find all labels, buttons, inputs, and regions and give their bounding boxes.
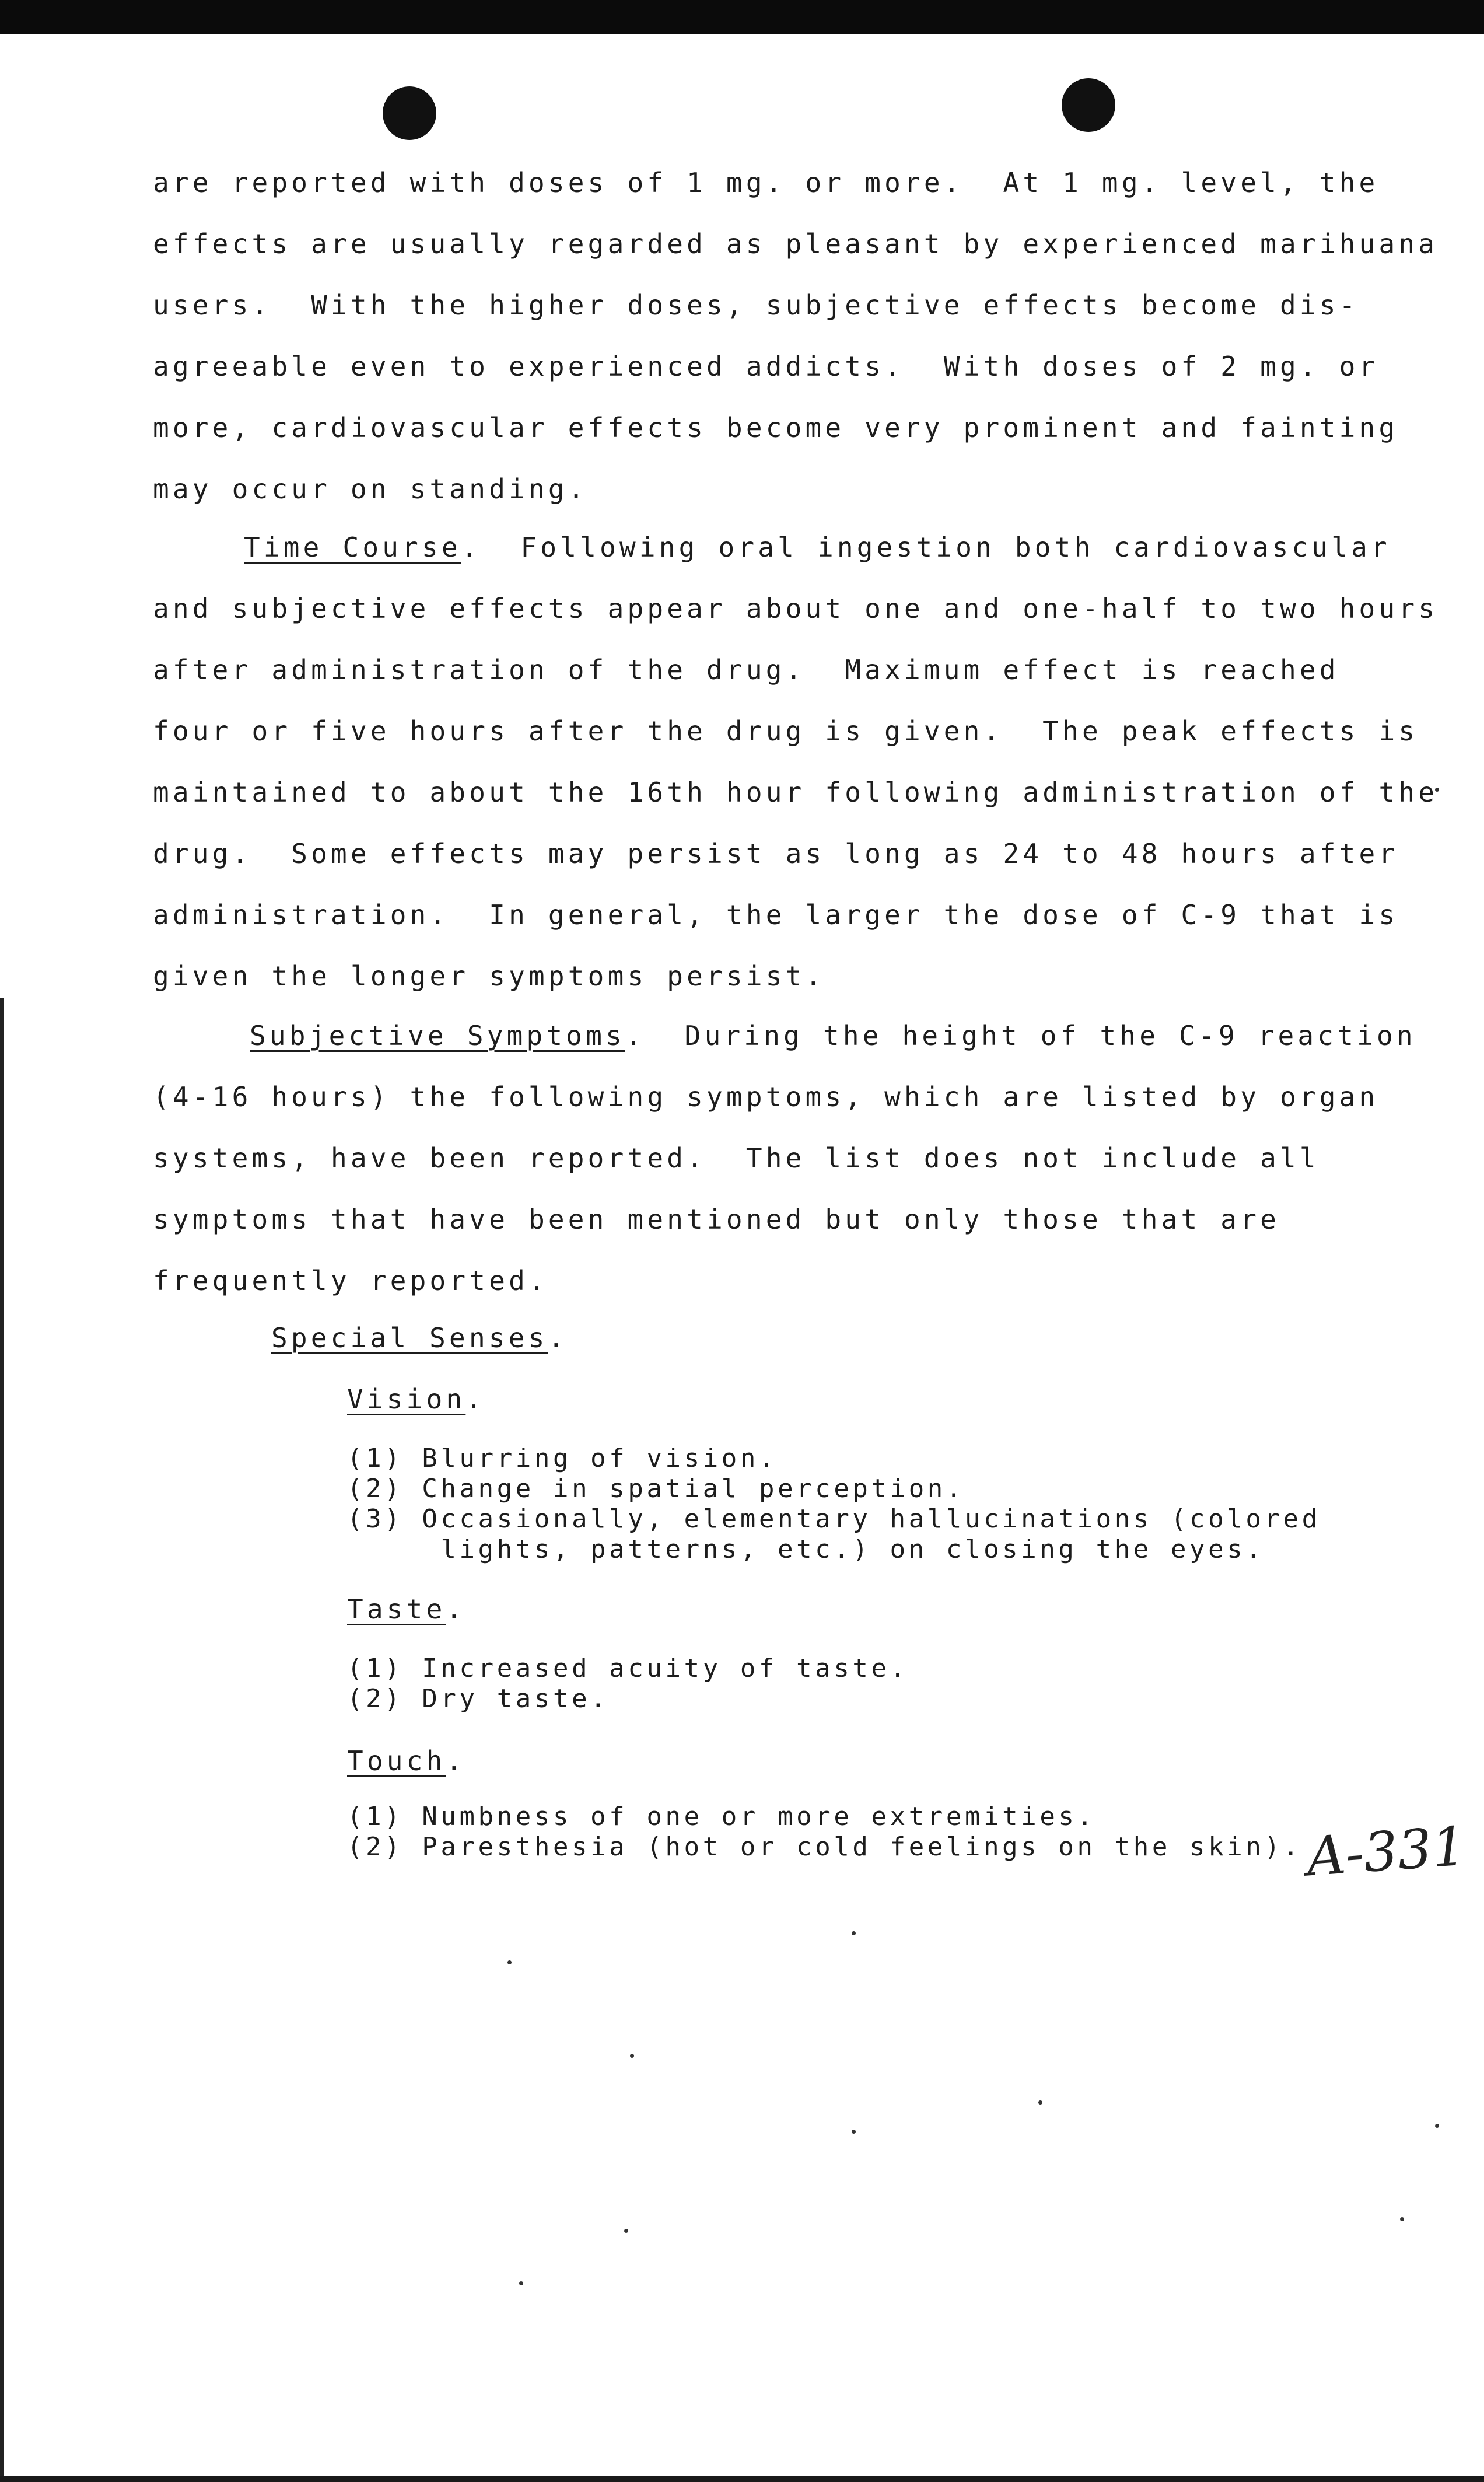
- list-item: (2) Paresthesia (hot or cold feelings on the skin).: [347, 1832, 1302, 1862]
- text-line: users. With the higher doses, subjective effects become dis-: [153, 289, 1359, 321]
- text-line: symptoms that have been mentioned but only those that are: [153, 1204, 1280, 1235]
- list-item: (1) Increased acuity of taste.: [347, 1653, 909, 1683]
- list-item: (2) Change in spatial perception.: [347, 1474, 965, 1504]
- text-line: frequently reported.: [153, 1265, 548, 1296]
- text-line: systems, have been reported. The list does not include all: [153, 1142, 1320, 1174]
- text-line: (4-16 hours) the following symptoms, which are listed by organ: [153, 1081, 1379, 1113]
- text-line: . Following oral ingestion both cardiovascular: [461, 532, 1391, 563]
- text-line: maintained to about the 16th hour following administration of the: [153, 777, 1438, 808]
- list-item: (1) Blurring of vision.: [347, 1443, 778, 1473]
- paragraph-lead-line: [244, 534, 1391, 561]
- subsection-taste: [347, 1593, 466, 1625]
- list-item: (3) Occasionally, elementary hallucinations (colored: [347, 1504, 1321, 1534]
- paragraph-lead-line: [250, 1022, 1416, 1049]
- text-line: effects are usually regarded as pleasant by experienced marihuana: [153, 228, 1438, 260]
- heading-suffix: .: [466, 1383, 486, 1415]
- heading-special-senses: Special Senses: [271, 1322, 548, 1354]
- heading-taste: Taste: [347, 1593, 446, 1625]
- text-line: may occur on standing.: [153, 473, 588, 505]
- heading-time-course: Time Course: [244, 532, 461, 563]
- list-item: (1) Numbness of one or more extremities.: [347, 1802, 1096, 1831]
- subsection-touch: [347, 1745, 466, 1777]
- text-line: more, cardiovascular effects become very prominent and fainting: [153, 412, 1399, 443]
- list-item: lights, patterns, etc.) on closing the eyes.: [347, 1534, 1265, 1564]
- heading-touch: Touch: [347, 1745, 446, 1777]
- text-line: four or five hours after the drug is given. The peak effects is: [153, 715, 1419, 747]
- heading-suffix: .: [446, 1745, 466, 1777]
- subsection-vision: [347, 1383, 486, 1415]
- heading-subjective-symptoms: Subjective Symptoms: [250, 1020, 625, 1051]
- text-line: are reported with doses of 1 mg. or more. At 1 mg. level, the: [153, 167, 1379, 198]
- text-line: . During the height of the C-9 reaction: [625, 1020, 1416, 1051]
- heading-vision: Vision: [347, 1383, 466, 1415]
- text-line: after administration of the drug. Maximum effect is reached: [153, 654, 1339, 686]
- heading-suffix: .: [446, 1593, 466, 1625]
- text-line: agreeable even to experienced addicts. With doses of 2 mg. or: [153, 351, 1379, 382]
- text-line: administration. In general, the larger the dose of C-9 that is: [153, 899, 1399, 931]
- text-line: and subjective effects appear about one and one-half to two hours: [153, 593, 1438, 624]
- handwritten-page-mark: A-331: [1304, 1815, 1468, 1889]
- heading-suffix: .: [548, 1322, 568, 1354]
- text-line: drug. Some effects may persist as long as 24 to 48 hours after: [153, 838, 1399, 869]
- list-item: (2) Dry taste.: [347, 1684, 610, 1714]
- text-line: given the longer symptoms persist.: [153, 960, 825, 992]
- section-special-senses: [271, 1322, 568, 1354]
